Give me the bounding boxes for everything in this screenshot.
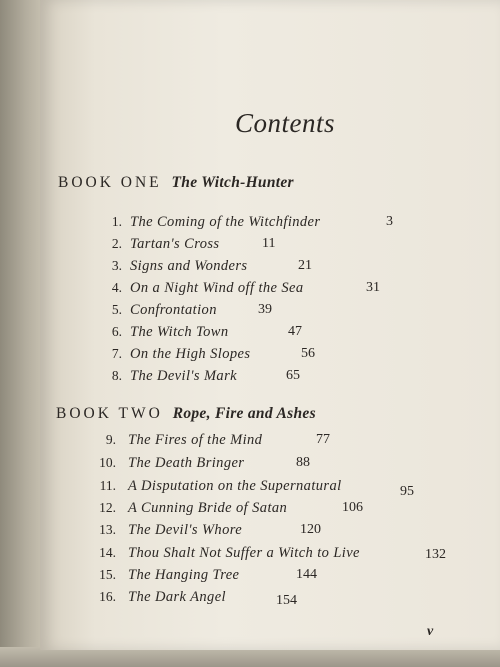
contents-page [40, 0, 500, 650]
chapter-number: 13. [99, 522, 116, 537]
chapter-page: 144 [296, 567, 317, 582]
book-one-subtitle: The Witch-Hunter [171, 174, 294, 191]
chapter-page: 95 [400, 484, 414, 499]
chapter-page: 11 [262, 236, 276, 251]
chapter-page: 120 [300, 522, 321, 537]
chapter-number: 10. [99, 455, 116, 470]
page-title: Contents [235, 108, 336, 138]
book-one-header [58, 174, 294, 192]
chapter-title: Confrontation [130, 302, 217, 318]
chapter-number: 9. [105, 432, 116, 447]
chapter-number: 2. [111, 236, 122, 251]
chapter-title: Tartan's Cross [130, 236, 220, 252]
chapter-number: 16. [99, 589, 116, 604]
chapter-title: The Devil's Whore [128, 522, 243, 538]
chapter-number: 6. [111, 324, 122, 339]
chapter-title: The Fires of the Mind [128, 432, 263, 448]
chapter-number: 8. [111, 368, 122, 383]
chapter-page: 65 [286, 368, 300, 383]
chapter-page: 106 [342, 500, 363, 515]
chapter-page: 88 [296, 455, 310, 470]
book-two-subtitle: Rope, Fire and Ashes [172, 405, 316, 422]
chapter-page: 21 [298, 258, 312, 273]
chapter-title: Signs and Wonders [130, 258, 248, 274]
chapter-page: 77 [316, 432, 330, 447]
page-folio: v [427, 624, 434, 639]
chapter-page: 47 [288, 324, 302, 339]
chapter-title: On a Night Wind off the Sea [130, 280, 304, 296]
chapter-number: 4. [111, 280, 122, 295]
chapter-number: 5. [111, 302, 122, 317]
chapter-title: The Devil's Mark [130, 368, 237, 384]
chapter-title: The Death Bringer [128, 455, 245, 471]
chapter-title: The Witch Town [130, 324, 229, 340]
chapter-title: The Coming of the Witchfinder [130, 214, 321, 230]
book-gutter-shadow [0, 0, 44, 667]
chapter-title: A Disputation on the Supernatural [128, 478, 342, 494]
chapter-title: The Dark Angel [128, 589, 226, 605]
chapter-page: 31 [366, 280, 380, 295]
book-two-header [56, 405, 316, 423]
chapter-title: Thou Shalt Not Suffer a Witch to Live [128, 545, 360, 561]
chapter-number: 12. [99, 500, 116, 515]
chapter-page: 39 [258, 302, 272, 317]
chapter-page: 56 [301, 346, 315, 361]
chapter-number: 3. [111, 258, 122, 273]
chapter-title: On the High Slopes [130, 346, 251, 362]
chapter-number: 14. [99, 545, 116, 560]
chapter-title: A Cunning Bride of Satan [128, 500, 288, 516]
chapter-page: 132 [425, 547, 446, 562]
chapter-number: 7. [111, 346, 122, 361]
book-two-label: BOOK TWO [56, 405, 163, 422]
chapter-page: 3 [386, 214, 393, 229]
chapter-number: 11. [99, 478, 116, 493]
chapter-title: The Hanging Tree [128, 567, 240, 583]
chapter-number: 1. [111, 214, 122, 229]
chapter-page: 154 [276, 593, 297, 608]
book-one-label: BOOK ONE [58, 174, 162, 191]
chapter-number: 15. [99, 567, 116, 582]
table-surface [0, 647, 500, 667]
